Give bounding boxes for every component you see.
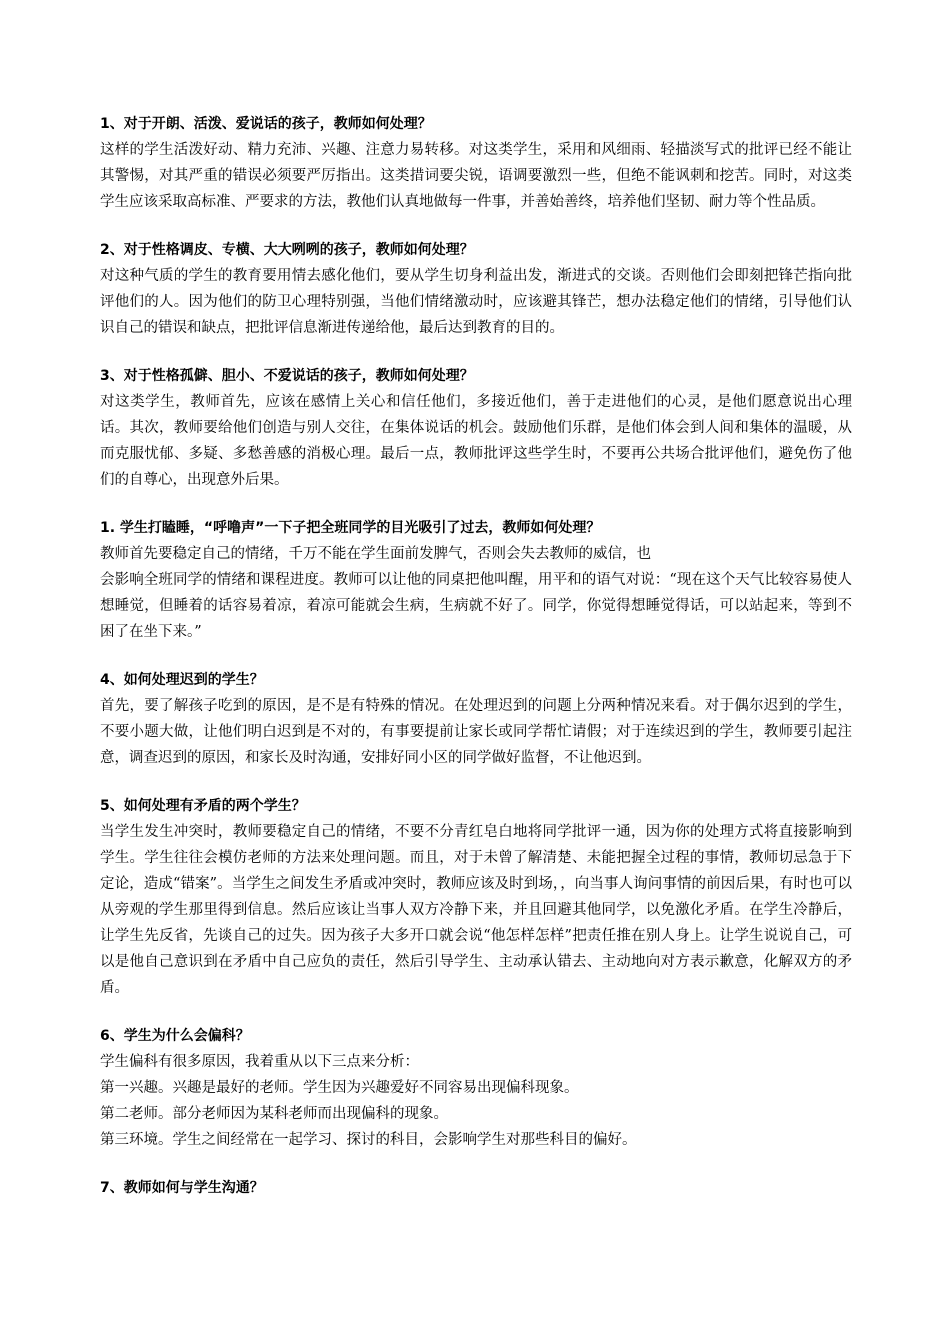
section-3 <box>100 363 852 493</box>
section-heading: 7、教师如何与学生沟通？ <box>100 1180 264 1196</box>
section-1 <box>100 111 852 215</box>
section-paragraph: 这样的学生活泼好动、精力充沛、兴趣、注意力易转移。对这类学生，采用和风细雨、轻描淡写式的批评已经不能让其警惕，对其严重的错误必须要严厉指出。这类措词要尖锐，语调要激烈一些，但绝不能讽刺和挖苦。同时，对这类学生应该采取高标准、严要求的方法，教他们认真地做每一件事，并善始善终，培养他们坚韧、耐力等个性品质。 <box>100 142 852 210</box>
section-line: 学生偏科有很多原因，我着重从以下三点来分析： <box>100 1054 419 1070</box>
section-paragraph: 首先，要了解孩子吃到的原因，是不是有特殊的情况。在处理迟到的问题上分两种情况来看。对于偶尔迟到的学生，不要小题大做，让他们明白迟到是不对的，有事要提前让家长或同学帮忙请假；对于连续迟到的学生，教师要引起注意，调查迟到的原因，和家长及时沟通，安排好同小区的同学做好监督，不让他迟到。 <box>100 698 852 766</box>
section-heading: 4、如何处理迟到的学生？ <box>100 672 264 688</box>
section-paragraph: 对这类学生，教师首先，应该在感情上关心和信任他们，多接近他们，善于走进他们的心灵，是他们愿意说出心理话。其次，教师要给他们创造与别人交往，在集体说话的机会。鼓励他们乐群，是他们体会到人间和集体的温暖，从而克服忧郁、多疑、多愁善感的消极心理。最后一点，教师批评这些学生时，不要再公共场合批评他们，避免伤了他们的自尊心，出现意外后果。 <box>100 394 852 488</box>
section-heading: 1. 学生打瞌睡，“呼噜声”一下子把全班同学的目光吸引了过去，教师如何处理？ <box>100 520 601 536</box>
section-line: 第二老师。部分老师因为某科老师而出现偏科的现象。 <box>100 1106 448 1122</box>
section-heading: 1、对于开朗、活泼、爱说话的孩子，教师如何处理？ <box>100 116 432 132</box>
section-line: 教师首先要稳定自己的情绪，千万不能在学生面前发脾气，否则会失去教师的威信，也 <box>100 546 651 562</box>
section-4 <box>100 515 852 645</box>
section-paragraph: 对这种气质的学生的教育要用情去感化他们，要从学生切身利益出发，渐进式的交谈。否则他们会即刻把锋芒指向批评他们的人。因为他们的防卫心理特别强，当他们情绪激动时，应该避其锋芒，想办法稳定他们的情绪，引导他们认识自己的错误和缺点，把批评信息渐进传递给他，最后达到教育的目的。 <box>100 268 852 336</box>
section-heading: 3、对于性格孤僻、胆小、不爱说话的孩子，教师如何处理？ <box>100 368 474 384</box>
section-8 <box>100 1175 852 1201</box>
section-5 <box>100 667 852 771</box>
section-heading: 5、如何处理有矛盾的两个学生？ <box>100 798 306 814</box>
section-line: 第一兴趣。兴趣是最好的老师。学生因为兴趣爱好不同容易出现偏科现象。 <box>100 1080 579 1096</box>
section-line: 第三环境。学生之间经常在一起学习、探讨的科目，会影响学生对那些科目的偏好。 <box>100 1132 637 1148</box>
document-page <box>100 111 852 1223</box>
section-heading: 2、对于性格调皮、专横、大大咧咧的孩子，教师如何处理？ <box>100 242 474 258</box>
section-6 <box>100 793 852 1001</box>
section-2 <box>100 237 852 341</box>
section-paragraph: 会影响全班同学的情绪和课程进度。教师可以让他的同桌把他叫醒，用平和的语气对说：“现在这个天气比较容易使人想睡觉，但睡着的话容易着凉，着凉可能就会生病，生病就不好了。同学，你觉得想睡觉得话，可以站起来，等到不困了在坐下来。” <box>100 572 852 640</box>
section-heading: 6、学生为什么会偏科？ <box>100 1028 250 1044</box>
section-paragraph: 当学生发生冲突时，教师要稳定自己的情绪，不要不分青红皂白地将同学批评一通，因为你的处理方式将直接影响到学生。学生往往会模仿老师的方法来处理问题。而且，对于未曾了解清楚、未能把握全过程的事情，教师切忌急于下定论，造成“错案”。当学生之间发生矛盾或冲突时，教师应该及时到场，，向当事人询问事情的前因后果，有时也可以从旁观的学生那里得到信息。然后应该让当事人双方冷静下来，并且回避其他同学，以免激化矛盾。在学生冷静后，让学生先反省，先谈自己的过失。因为孩子大多开口就会说“他怎样怎样”把责任推在别人身上。让学生说说自己，可以是他自己意识到在矛盾中自己应负的责任，然后引导学生、主动承认错去、主动地向对方表示歉意，化解双方的矛盾。 <box>100 824 852 996</box>
section-7 <box>100 1023 852 1153</box>
